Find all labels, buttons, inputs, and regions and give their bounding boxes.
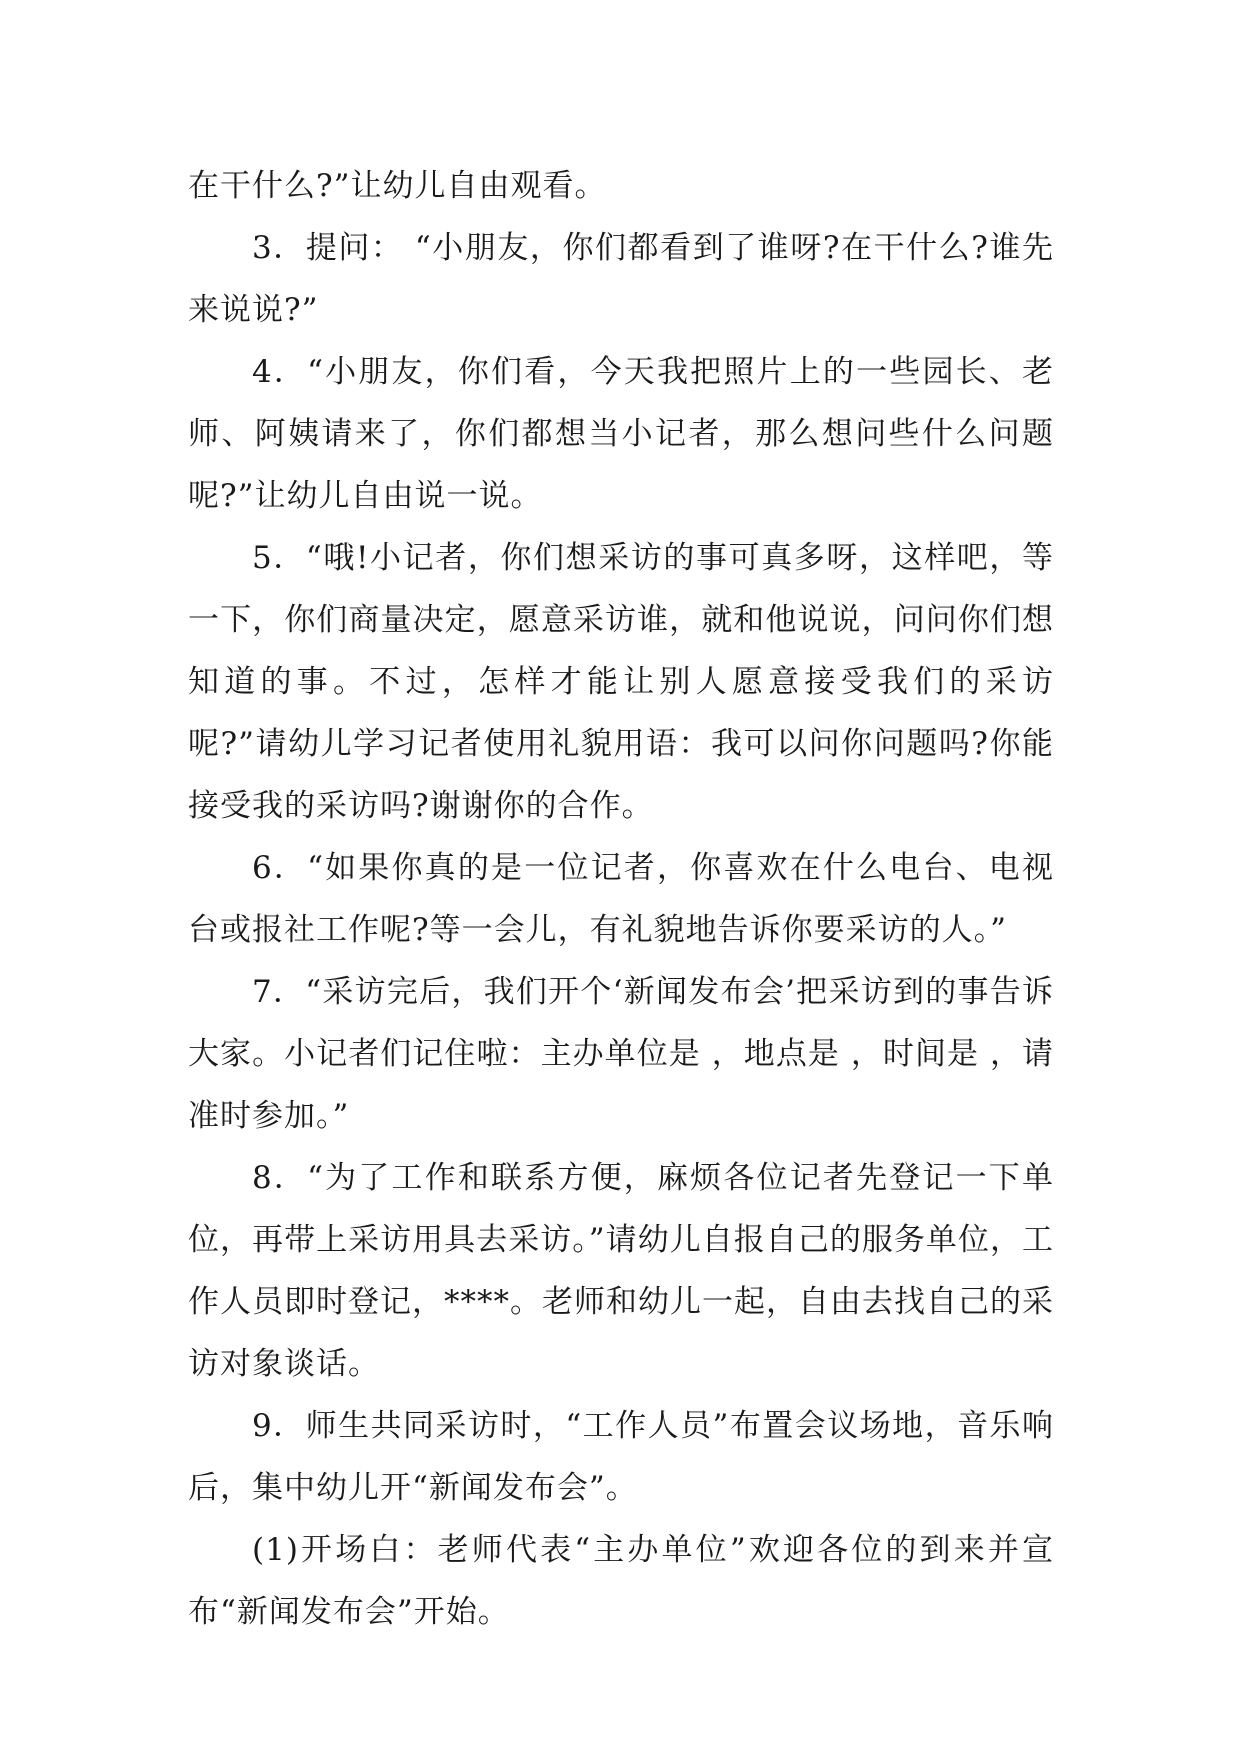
paragraph-5: 6．“如果你真的是一位记者，你喜欢在什么电台、电视台或报社工作呢?等一会儿，有礼貌地告诉你要采访的人。” [188,850,1054,948]
paragraph-6: 7．“采访完后，我们开个‘新闻发布会’把采访到的事告诉大家。小记者们记住啦：主办单位是 ，地点是 ，时间是 ，请准时参加。” [188,974,1054,1134]
document-body [188,155,1054,1643]
paragraph-1: 在干什么?”让幼儿自由观看。 [188,168,607,204]
paragraph-2: 3．提问： “小朋友，你们都看到了谁呀?在干什么?谁先来说说?” [188,230,1054,328]
paragraph-9: (1)开场白：老师代表“主办单位”欢迎各位的到来并宣布“新闻发布会”开始。 [188,1532,1054,1630]
paragraph-8: 9．师生共同采访时，“工作人员”布置会议场地，音乐响后，集中幼儿开“新闻发布会”。 [188,1408,1054,1506]
paragraph-7: 8．“为了工作和联系方便，麻烦各位记者先登记一下单位，再带上采访用具去采访。”请幼儿自报自己的服务单位，工作人员即时登记，****。老师和幼儿一起，自由去找自己的采访对象谈话。 [188,1160,1054,1382]
paragraph-3: 4．“小朋友，你们看，今天我把照片上的一些园长、老师、阿姨请来了，你们都想当小记者，那么想问些什么问题呢?”让幼儿自由说一说。 [188,354,1054,514]
paragraph-4: 5．“哦!小记者，你们想采访的事可真多呀，这样吧，等一下，你们商量决定，愿意采访谁，就和他说说，问问你们想知道的事。不过，怎样才能让别人愿意接受我们的采访呢?”请幼儿学习记者使用礼貌用语：我可以问你问题吗?你能接受我的采访吗?谢谢你的合作。 [188,540,1054,824]
